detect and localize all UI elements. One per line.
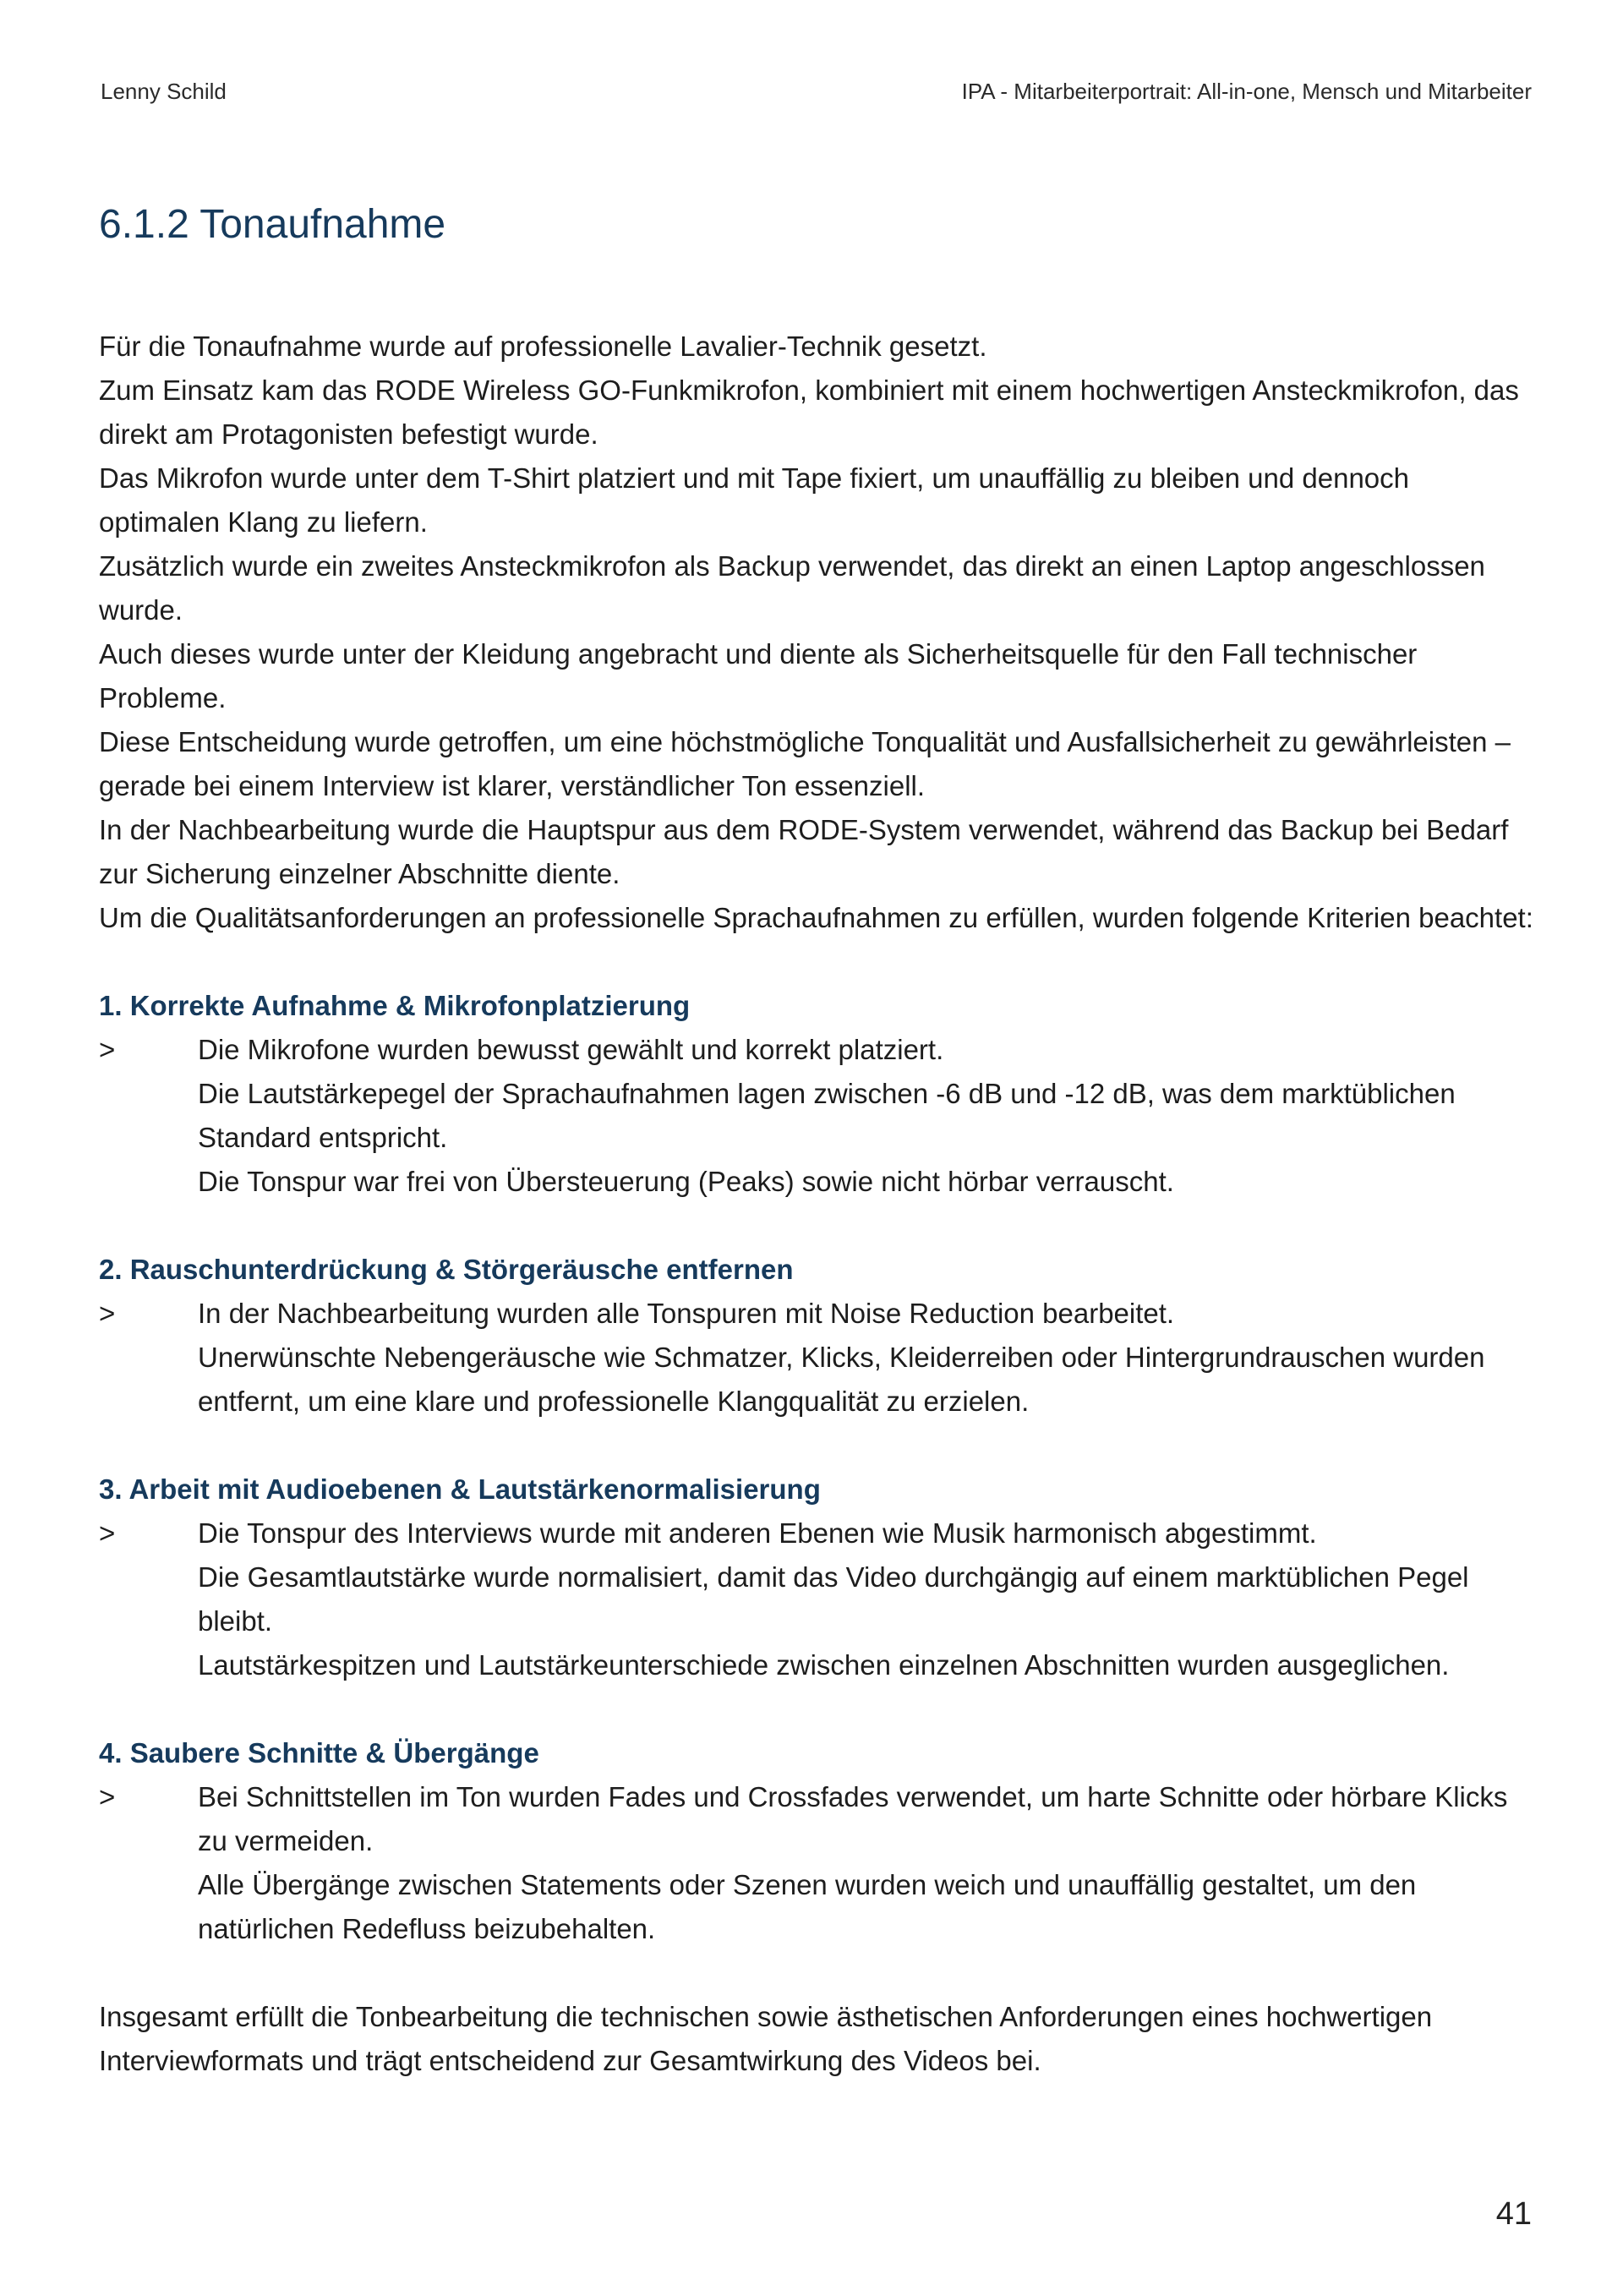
section-title: 6.1.2 Tonaufnahme [99,202,446,247]
bullet-line: Die Mikrofone wurden bewusst gewählt und korrekt platziert. [198,1034,944,1065]
intro-paragraph: Zusätzlich wurde ein zweites Ansteckmikrofon als Backup verwendet, das direkt an einen Laptop angeschlossen wurde. [99,550,1485,626]
criterion-section [99,1468,1536,1687]
criterion-bullet [99,1512,1536,1687]
intro-paragraph: Für die Tonaufnahme wurde auf professionelle Lavalier-Technik gesetzt. [99,331,987,362]
page-header [101,74,1532,108]
criterion-section [99,1248,1536,1424]
bullet-line: Unerwünschte Nebengeräusche wie Schmatzer, Klicks, Kleiderreiben oder Hintergrundrauschen wurden entfernt, um eine klare und professionelle Klangqualität zu erzielen. [198,1342,1485,1417]
bullet-line: Die Tonspur des Interviews wurde mit anderen Ebenen wie Musik harmonisch abgestimmt. [198,1517,1317,1549]
bullet-line: In der Nachbearbeitung wurden alle Tonspuren mit Noise Reduction bearbeitet. [198,1298,1175,1329]
bullet-line: Bei Schnittstellen im Ton wurden Fades und Crossfades verwendet, um harte Schnitte oder hörbare Klicks zu vermeiden. [198,1781,1508,1856]
page-number: 41 [1495,2196,1532,2232]
bullet-line: Die Lautstärkepegel der Sprachaufnahmen lagen zwischen -6 dB und -12 dB, was dem marktüblichen Standard entspricht. [198,1078,1456,1153]
bullet-line: Alle Übergänge zwischen Statements oder Szenen wurden weich und unauffällig gestaltet, um den natürlichen Redefluss beizubehalten. [198,1869,1417,1944]
criterion-heading: 3. Arbeit mit Audioebenen & Lautstärkenormalisierung [99,1473,821,1505]
intro-paragraph: Um die Qualitätsanforderungen an professionelle Sprachaufnahmen zu erfüllen, wurden folgende Kriterien beachtet: [99,902,1533,933]
criterion-section [99,984,1536,1204]
bullet-line: Die Tonspur war frei von Übersteuerung (Peaks) sowie nicht hörbar verrauscht. [198,1166,1174,1197]
bullet-line: Lautstärkespitzen und Lautstärkeunterschiede zwischen einzelnen Abschnitten wurden ausgeglichen. [198,1649,1450,1681]
author-name: Lenny Schild [101,78,227,104]
criterion-heading: 1. Korrekte Aufnahme & Mikrofonplatzierung [99,990,691,1021]
intro-paragraph: Diese Entscheidung wurde getroffen, um eine höchstmögliche Tonqualität und Ausfallsicherheit zu gewährleisten – gerade bei einem Interview ist klarer, verständlicher Ton essenziell. [99,726,1511,801]
intro-paragraph: In der Nachbearbeitung wurde die Hauptspur aus dem RODE-System verwendet, während das Backup bei Bedarf zur Sicherung einzelner Abschnitte diente. [99,814,1509,889]
bullet-marker: > [99,1517,116,1549]
criterion-section [99,1731,1536,1951]
bullet-line: Die Gesamtlautstärke wurde normalisiert, damit das Video durchgängig auf einem marktüblichen Pegel bleibt. [198,1561,1469,1637]
conclusion-paragraph: Insgesamt erfüllt die Tonbearbeitung die technischen sowie ästhetischen Anforderungen eines hochwertigen Interviewformats und trägt entscheidend zur Gesamtwirkung des Videos bei. [99,2001,1433,2076]
criterion-bullet [99,1775,1536,1951]
bullet-marker: > [99,1034,116,1065]
criterion-bullet [99,1292,1536,1424]
bullet-marker: > [99,1781,116,1812]
criterion-bullet [99,1028,1536,1204]
document-title: IPA - Mitarbeiterportrait: All-in-one, Mensch und Mitarbeiter [961,78,1532,104]
intro-text [99,325,1536,940]
criterion-heading: 2. Rauschunterdrückung & Störgeräusche entfernen [99,1254,794,1285]
intro-paragraph: Auch dieses wurde unter der Kleidung angebracht und diente als Sicherheitsquelle für den Fall technischer Probleme. [99,638,1418,713]
page-content [99,191,1536,2111]
bullet-marker: > [99,1298,116,1329]
intro-paragraph: Das Mikrofon wurde unter dem T-Shirt platziert und mit Tape fixiert, um unauffällig zu bleiben und dennoch optimalen Klang zu liefern. [99,462,1410,538]
intro-paragraph: Zum Einsatz kam das RODE Wireless GO-Funkmikrofon, kombiniert mit einem hochwertigen Ansteckmikrofon, das direkt am Protagonisten befestigt wurde. [99,374,1519,450]
criterion-heading: 4. Saubere Schnitte & Übergänge [99,1737,539,1768]
